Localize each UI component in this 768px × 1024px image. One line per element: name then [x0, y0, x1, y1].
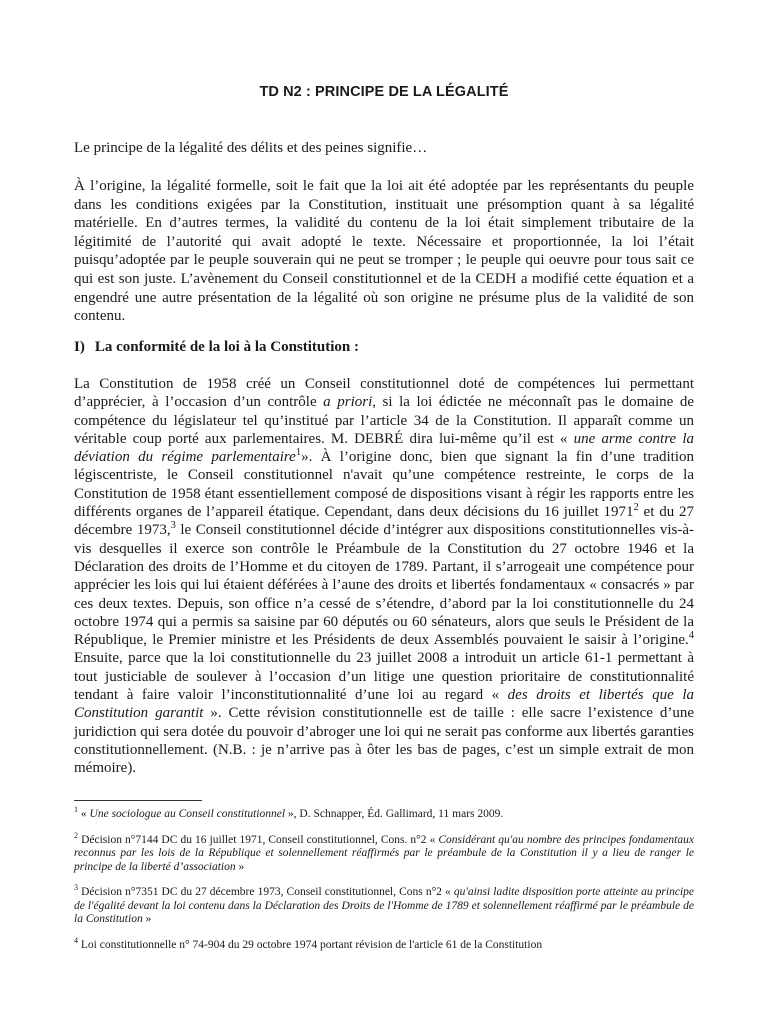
footnote-4 — [74, 935, 694, 953]
italic-run: a priori — [323, 394, 373, 411]
text-run: Ensuite, parce que la loi constitutionnelle du 23 juillet 2008 a introduit un article 61-1 permettant à tout justiciable de soulever à l’occasion d’un litige une question prioritaire de constitutionnalité tendant à faire valoir l’inconstitutionnalité d’une loi au regard « — [74, 650, 694, 704]
footnote-ref-3[interactable]: 3 — [170, 520, 176, 532]
paragraph-origin: À l’origine, la légalité formelle, soit le fait que la loi ait été adoptée par les représentants du peuple dans les conditions exigées par la Constitution, instituait une présomption quant à sa légalité matérielle. En d’autres termes, la validité du contenu de la loi était simplement tributaire de la légitimité de l’autorité qui avait adopté le texte. Nécessaire et proportionnée, la loi l’était puisqu’adoptée par le peuple souverain qui ne peut se tromper ; le peuple qui oeuvre pour tous sait ce qui est son juste. L’avènement du Conseil constitutionnel et de la CEDH a modifié cette équation et a engendré une autre présentation de la légalité où son origine ne présume plus de la validité de son contenu. — [74, 178, 694, 325]
footnotes — [74, 805, 694, 952]
footnote-italic: qu'ainsi ladite disposition porte atteinte au principe de l'égalité devant la loi contenu dans la Déclaration des Droits de l'Homme de 1789 et solennellement réaffirmé par le préambule de la Constitution — [74, 886, 694, 925]
footnote-text: », D. Schnapper, Éd. Gallimard, 11 mars 2009. — [285, 808, 504, 820]
footnote-number: 1 — [74, 805, 79, 815]
section-heading-1 — [74, 339, 694, 356]
text-run: le Conseil constitutionnel décide d’intégrer aux dispositions constitutionnelles vis-à-vis desquelles il exerce son contrôle le Préambule de la Constitution du 27 octobre 1946 et la Déclaration des droits de l’Homme et du citoyen de 1789. Partant, il s’arrogeait une compétence pour apprécier les lois qui lui étaient déférées à l’aune des droits et libertés fondamentaux « consacrés » par ces deux textes. Depuis, son office n’a cessé de s’étendre, d’abord par la loi constitutionnelle du 24 octobre 1974 qui a permis sa saisine par 60 députés ou 60 sénateurs, alors que seuls le Président de la République, le Premier ministre et les Présidents de deux Assemblés pouvaient le saisir à l’origine. — [74, 522, 694, 649]
footnote-1 — [74, 805, 694, 822]
footnote-number: 2 — [74, 830, 79, 840]
footnote-ref-2[interactable]: 2 — [633, 502, 639, 514]
text-run: ». Cette révision constitutionnelle est de taille : elle sacre l’existence d’une juridiction qui sera dotée du pouvoir d’abroger une loi qui ne serait pas conforme aux libertés garanties constitutionnellement. (N.B. : je n’arrive pas à ôter les bas de pages, c’est un simple extrait de mon mémoire). — [74, 705, 694, 777]
paragraph-constitution — [74, 375, 694, 778]
text-run: ». À l’origine donc, bien que signant la fin d’une tradition légiscentriste, le Conseil constitutionnel n'avait qu’une compétence restreinte, le corps de la Constitution de 1958 étant essentiellement composé de dispositions visant à régir les rapports entre les différents organes de l’appareil étatique. Cependant, dans deux décisions du 16 juillet 1971 — [74, 449, 694, 521]
footnote-ref-4[interactable]: 4 — [688, 630, 694, 642]
text-run: et du 27 décembre 1973, — [74, 504, 695, 539]
footnote-text: « — [78, 808, 90, 820]
footnote-number: 4 — [74, 935, 79, 945]
footnote-number: 3 — [74, 883, 79, 893]
footnote-text: » — [235, 860, 245, 873]
footnote-separator — [74, 800, 202, 801]
section-title: La conformité de la loi à la Constitution : — [94, 339, 359, 355]
footnote-text: Décision n°7144 DC du 16 juillet 1971, Conseil constitutionnel, Cons. n°2 « — [78, 833, 439, 846]
intro-paragraph: Le principe de la légalité des délits et des peines signifie… — [74, 140, 428, 156]
document-title: TD N2 : PRINCIPE DE LA LÉGALITÉ — [259, 84, 509, 100]
footnote-2 — [74, 830, 694, 875]
footnote-ref-1[interactable]: 1 — [295, 447, 302, 459]
footnote-text: » — [142, 913, 152, 925]
footnote-italic: Une sociologue au Conseil constitutionnel — [89, 808, 286, 820]
text-run: , si la loi édictée ne méconnaît pas le domaine de compétence du législateur tel qu’institué par l’article 34 de la Constitution. Il apparaît comme un véritable coup porté aux parlementaires. M. DEBRÉ dira lui-même qu’il est « — [74, 394, 694, 447]
footnote-text: Loi constitutionnelle n° 74-904 du 29 octobre 1974 portant révision de l'article 61 de la Constitution — [78, 938, 543, 951]
footnote-italic: Considérant qu'au nombre des principes fondamentaux reconnus par les lois de la République et solennellement réaffirmés par le préambule de la Constitution il y a lieu de ranger le principe de la liberté d’association — [74, 833, 694, 873]
italic-run: une arme contre la déviation du régime parlementaire — [74, 430, 694, 466]
section-number: I) — [74, 339, 85, 355]
italic-run: des droits et libertés que la Constitution garantit — [74, 687, 694, 722]
footnote-3 — [74, 883, 694, 927]
text-run: La Constitution de 1958 créé un Conseil constitutionnel doté de compétences lui permettant d’apprécier, à l’occasion d’un contrôle — [74, 376, 694, 411]
footnote-text: Décision n°7351 DC du 27 décembre 1973, Conseil constitutionnel, Cons n°2 « — [78, 886, 454, 898]
